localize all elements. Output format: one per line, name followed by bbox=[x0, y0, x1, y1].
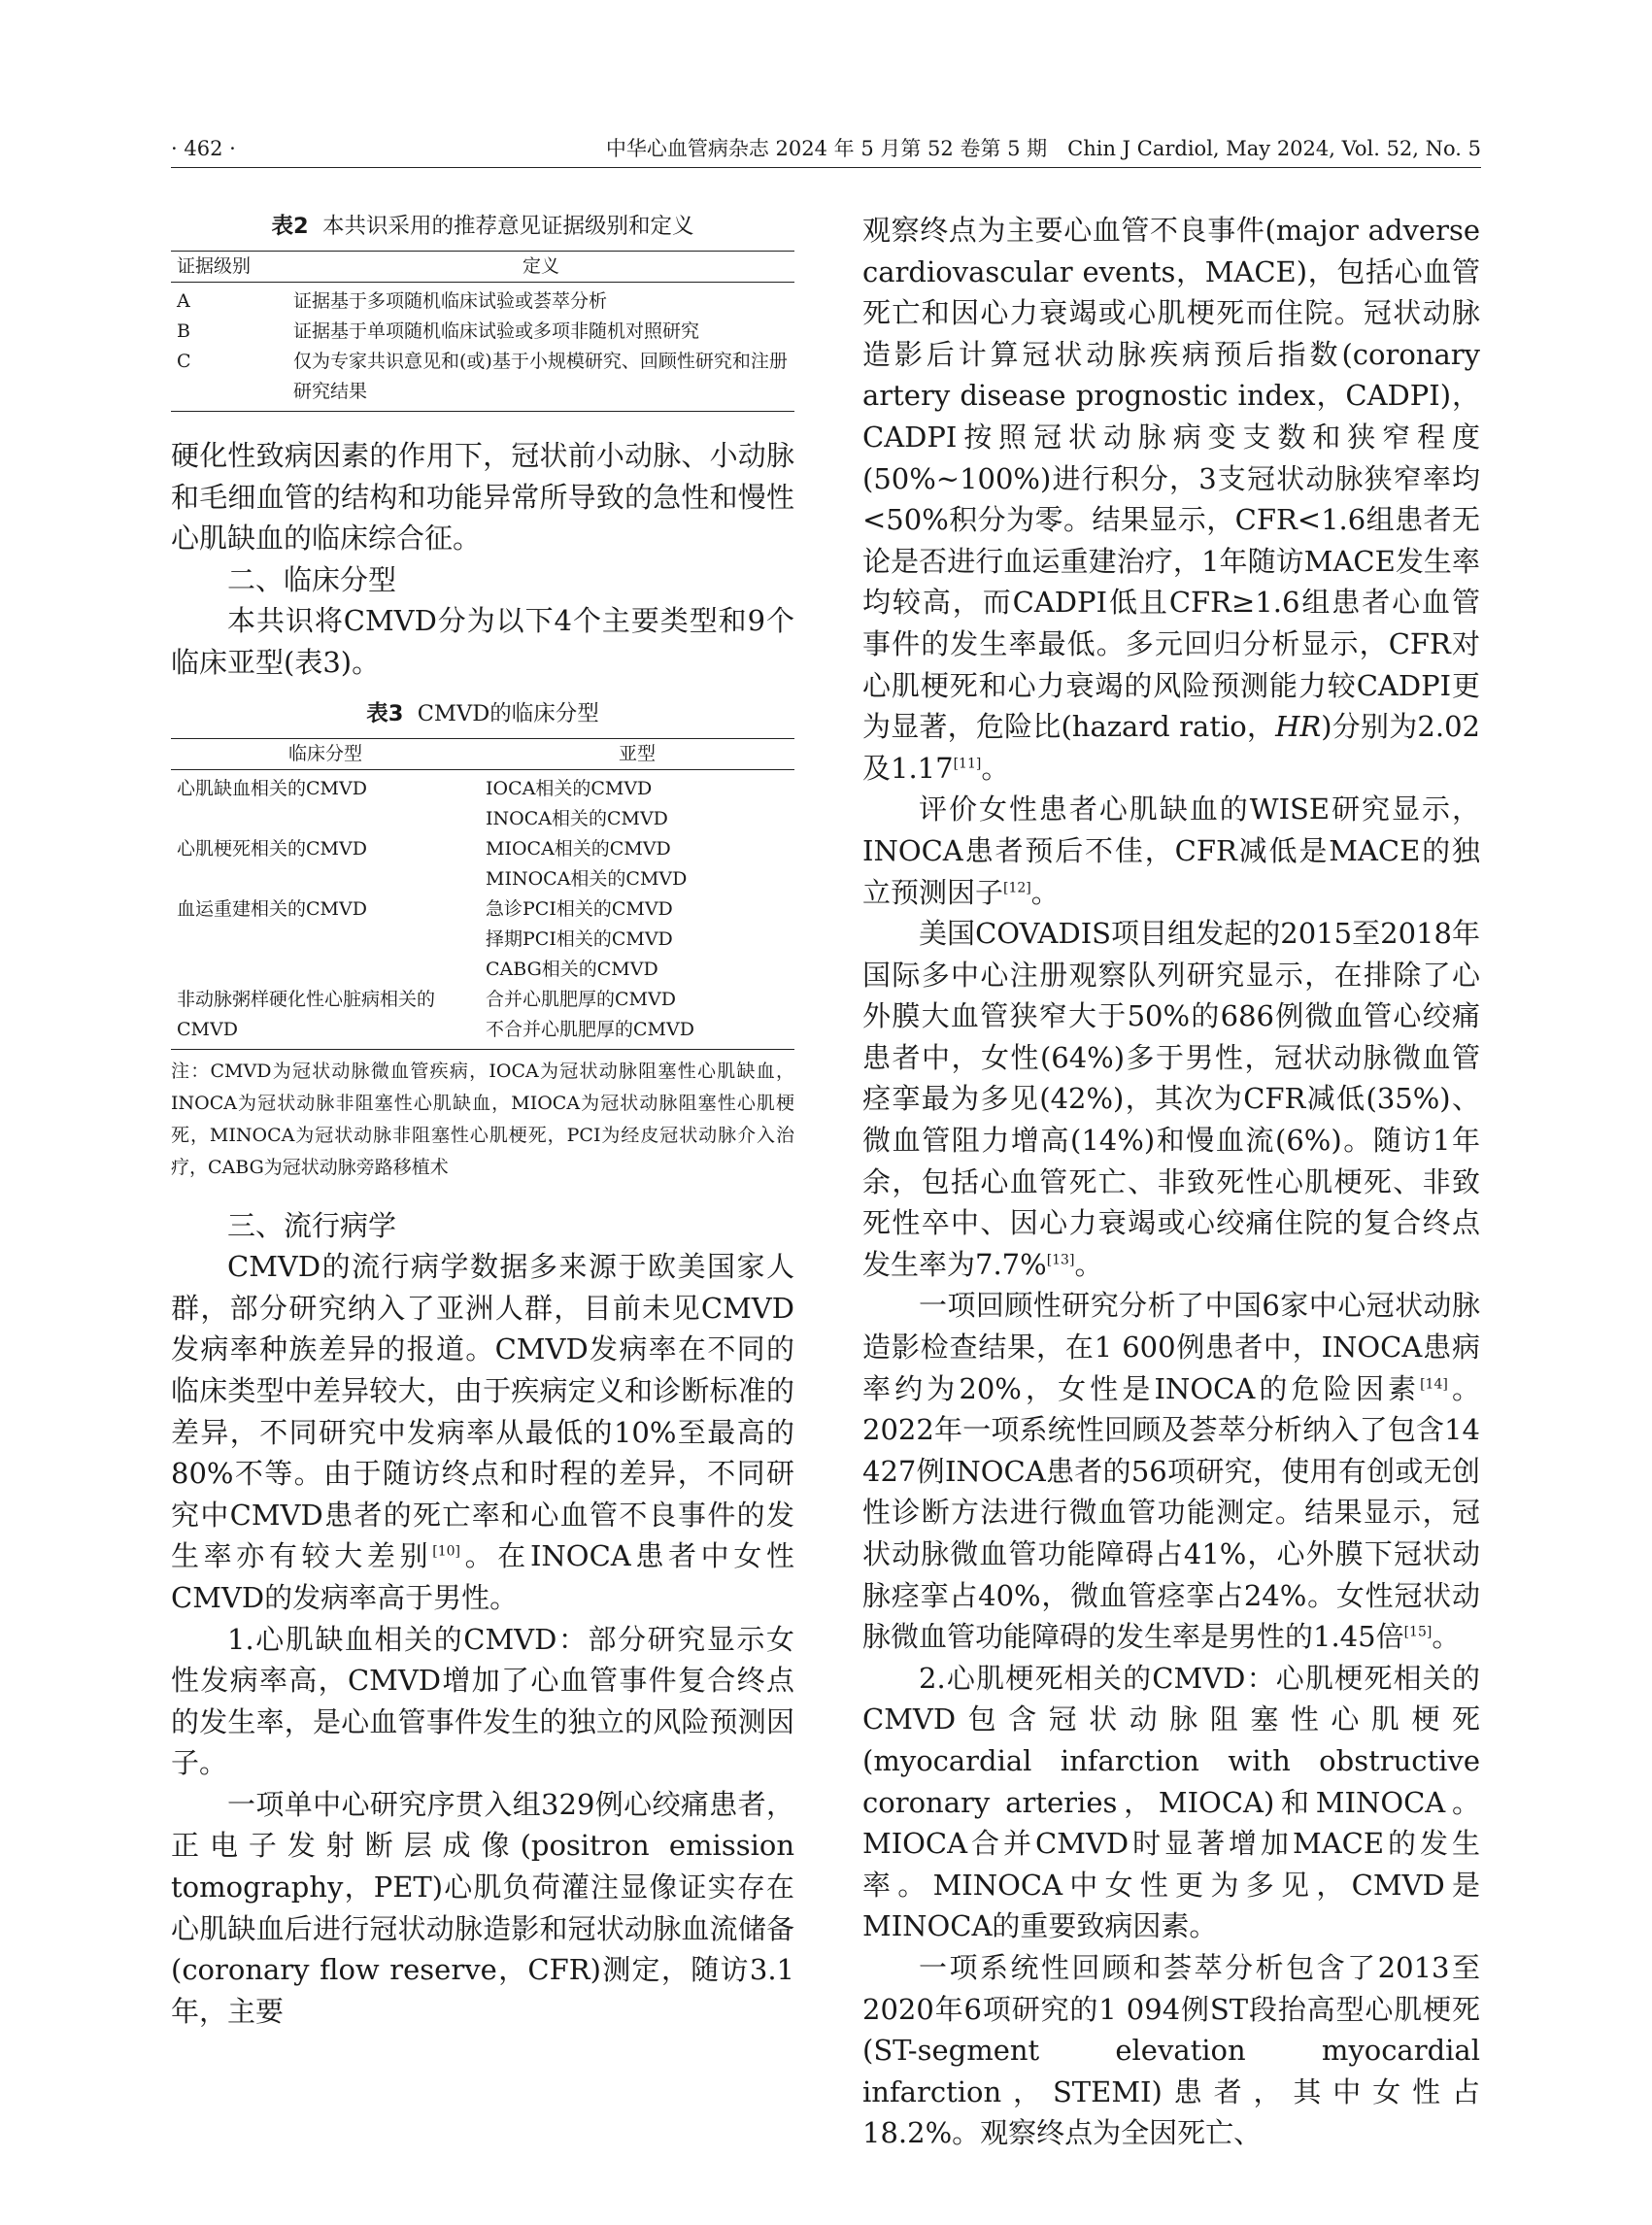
page-number: · 462 · bbox=[171, 137, 236, 160]
table-cell: IOCA相关的CMVD INOCA相关的CMVD bbox=[486, 777, 668, 829]
table2-label: 表2 bbox=[271, 214, 309, 239]
paragraph-text: 。 bbox=[981, 751, 1010, 785]
body-paragraph bbox=[862, 1285, 1480, 1657]
table-cell: B bbox=[177, 320, 190, 342]
table-cell: A bbox=[177, 290, 190, 312]
table-header-cell: 临床分型 bbox=[171, 738, 480, 769]
paragraph-text: 美国COVADIS项目组发起的2015至2018年国际多中心注册观察队列研究显示，在排除了心外膜大血管狭窄大于50%的686例微血管心绞痛患者中，女性(64%)多于男性，冠状动脉微血管痉挛最为多见(42%)，其次为CFR减低(35%)、微血管阻力增高(14%)和慢血流(6%)。随访1年余，包括心血管死亡、非致死性心肌梗死、非致死性卒中、因心力衰竭或心绞痛住院的复合终点发生率为7.7% bbox=[862, 917, 1480, 1281]
table-header-row bbox=[171, 738, 794, 769]
citation-ref: [13] bbox=[1046, 1252, 1075, 1268]
body-paragraph: 一项单中心研究序贯入组329例心绞痛患者，正电子发射断层成像(positron emission tomography，PET)心肌负荷灌注显像证实存在心肌缺血后进行冠状动脉造影和冠状动脉血流储备(coronary flow reserve，CFR)测定，随访3.1年，主要 bbox=[171, 1787, 794, 2028]
running-header bbox=[171, 134, 1481, 168]
right-column bbox=[862, 210, 1480, 2154]
citation-ref: [10] bbox=[432, 1543, 460, 1560]
table-row bbox=[171, 834, 794, 894]
paragraph-text: 。 bbox=[1432, 1620, 1461, 1654]
section-heading: 二、临床分型 bbox=[227, 562, 397, 596]
paragraph-text: 。 bbox=[1074, 1247, 1103, 1281]
table-cell: 血运重建相关的CMVD bbox=[177, 897, 367, 920]
table-cell: 证据基于单项随机临床试验或多项非随机对照研究 bbox=[293, 320, 700, 342]
paragraph-text: 一项回顾性研究分析了中国6家中心冠状动脉造影检查结果，在1 600例患者中，INOCA患病率约为20%，女性是INOCA的危险因素 bbox=[862, 1289, 1480, 1405]
body-paragraph bbox=[862, 210, 1480, 789]
paragraph-text: 评价女性患者心肌缺血的WISE研究显示，INOCA患者预后不佳，CFR减低是MACE的独立预测因子 bbox=[862, 792, 1480, 909]
body-paragraph: 一项系统性回顾和荟萃分析包含了2013至2020年6项研究的1 094例ST段抬高型心肌梗死(ST-segment elevation myocardial infarction，STEMI)患者，其中女性占18.2%。观察终点为全因死亡、 bbox=[862, 1950, 1480, 2150]
table-header-row bbox=[171, 252, 794, 283]
body-paragraph: 2.心肌梗死相关的CMVD：心肌梗死相关的CMVD包含冠状动脉阻塞性心肌梗死(myocardial infarction with obstructive coronary arteries，MIOCA)和MINOCA。MIOCA合并CMVD时显著增加MACE的发生率。MINOCA中女性更为多见，CMVD是MINOCA的重要致病因素。 bbox=[862, 1661, 1480, 1943]
left-column bbox=[171, 210, 794, 2032]
table2-caption bbox=[171, 210, 794, 243]
table-header-cell: 证据级别 bbox=[171, 252, 287, 283]
table-note: 注：CMVD为冠状动脉微血管疾病，IOCA为冠状动脉阻塞性心肌缺血，INOCA为冠状动脉非阻塞性心肌缺血，MIOCA为冠状动脉阻塞性心肌梗死，MINOCA为冠状动脉非阻塞性心肌梗死，PCI为经皮冠状动脉介入治疗，CABG为冠状动脉旁路移植术 bbox=[171, 1060, 794, 1178]
citation-ref: [12] bbox=[1003, 879, 1031, 895]
table-cell: 心肌缺血相关的CMVD bbox=[177, 777, 367, 799]
citation-ref: [14] bbox=[1420, 1375, 1448, 1392]
table-cell: 证据基于多项随机临床试验或荟萃分析 bbox=[293, 290, 608, 312]
body-paragraph: 1.心肌缺血相关的CMVD：部分研究显示女性发病率高，CMVD增加了心血管事件复合终点的发生率，是心血管事件发生的独立的风险预测因子。 bbox=[171, 1622, 794, 1780]
paragraph-text: )分别为2.02及1.17 bbox=[862, 710, 1480, 785]
paragraph-text: 。2022年一项系统性回顾及荟萃分析纳入了包含14 427例INOCA患者的56项研究，使用有创或无创性诊断方法进行微血管功能测定。结果显示，冠状动脉微血管功能障碍占41%，心外膜下冠状动脉痉挛占40%，微血管痉挛占24%。女性冠状动脉微血管功能障碍的发生率是男性的1.45倍 bbox=[862, 1371, 1480, 1654]
body-paragraph: 本共识将CMVD分为以下4个主要类型和9个临床亚型(表3)。 bbox=[171, 604, 794, 679]
citation-ref: [11] bbox=[953, 756, 982, 772]
cmvd-classification-table bbox=[171, 738, 794, 1050]
table-row bbox=[171, 283, 794, 318]
table-header-cell: 亚型 bbox=[480, 738, 794, 769]
table-cell: C bbox=[177, 351, 191, 372]
table3-caption bbox=[171, 697, 794, 730]
table-row bbox=[171, 347, 794, 412]
table3-title: CMVD的临床分型 bbox=[417, 700, 599, 726]
table-cell: MIOCA相关的CMVD MINOCA相关的CMVD bbox=[486, 837, 688, 890]
paragraph-text: 。在INOCA患者中女性CMVD的发病率高于男性。 bbox=[171, 1539, 794, 1614]
table-cell: 合并心肌肥厚的CMVD 不合并心肌肥厚的CMVD bbox=[486, 988, 694, 1040]
paragraph-text: CMVD的流行病学数据多来源于欧美国家人群，部分研究纳入了亚洲人群，目前未见CMVD发病率种族差异的报道。CMVD发病率在不同的临床类型中差异较大，由于疾病定义和诊断标准的差异，不同研究中发病率从最低的10%至最高的80%不等。由于随访终点和时程的差异，不同研究中CMVD患者的死亡率和心血管不良事件的发生率亦有较大差别 bbox=[171, 1250, 794, 1573]
table-row bbox=[171, 317, 794, 347]
table-header-cell: 定义 bbox=[287, 252, 794, 283]
table2-title: 本共识采用的推荐意见证据级别和定义 bbox=[321, 214, 694, 239]
evidence-level-table bbox=[171, 251, 794, 412]
journal-citation: 中华心血管病杂志 2024 年 5 月第 52 卷第 5 期 Chin J Cardiol, May 2024, Vol. 52, No. 5 bbox=[605, 137, 1481, 160]
body-paragraph bbox=[862, 789, 1480, 913]
table-row bbox=[171, 894, 794, 985]
table3-label: 表3 bbox=[366, 700, 404, 726]
table-row bbox=[171, 985, 794, 1050]
citation-ref: [15] bbox=[1403, 1624, 1433, 1640]
paragraph-text: 。 bbox=[1030, 875, 1060, 909]
table-row bbox=[171, 769, 794, 834]
table-cell: 非动脉粥样硬化性心脏病相关的CMVD bbox=[177, 988, 436, 1040]
hr-abbrev: HR bbox=[1275, 710, 1322, 744]
body-paragraph bbox=[171, 1246, 794, 1618]
table-cell: 心肌梗死相关的CMVD bbox=[177, 837, 367, 860]
paragraph-text: 观察终点为主要心血管不良事件(major adverse cardiovascular events，MACE)，包括心血管死亡和因心力衰竭或心肌梗死而住院。冠状动脉造影后计算冠状动脉疾病预后指数(coronary artery disease prognostic index，CADPI)，CADPI按照冠状动脉病变支数和狭窄程度(50%~100%)进行积分，3支冠状动脉狭窄率均<50%积分为零。结果显示，CFR<1.6组患者无论是否进行血运重建治疗，1年随访MACE发生率均较高，而CADPI低且CFR≥1.6组患者心血管事件的发生率最低。多元回归分析显示，CFR对心肌梗死和心力衰竭的风险预测能力较CADPI更为显著，危险比(hazard ratio， bbox=[862, 214, 1480, 744]
table-cell: 急诊PCI相关的CMVD 择期PCI相关的CMVD CABG相关的CMVD bbox=[486, 897, 673, 980]
table-cell: 仅为专家共识意见和(或)基于小规模研究、回顾性研究和注册研究结果 bbox=[293, 351, 788, 402]
body-paragraph: 硬化性致病因素的作用下，冠状前小动脉、小动脉和毛细血管的结构和功能异常所导致的急性和慢性心肌缺血的临床综合征。 bbox=[171, 439, 794, 556]
body-paragraph bbox=[862, 913, 1480, 1285]
section-heading: 三、流行病学 bbox=[227, 1208, 397, 1242]
